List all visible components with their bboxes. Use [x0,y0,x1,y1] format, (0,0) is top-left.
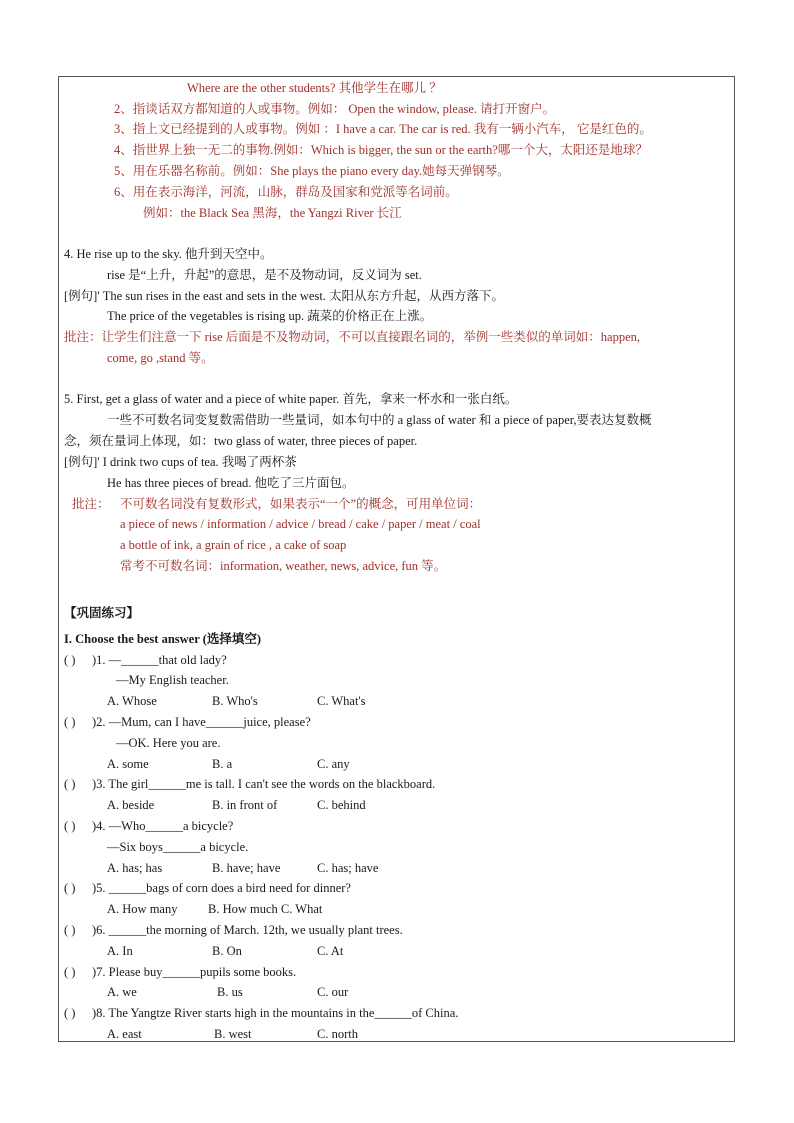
example-sentence: [例句]' I drink two cups of tea. 我喝了两杯茶 [64,455,297,469]
example-sentence: The price of the vegetables is rising up. 蔬菜的价格正在上涨。 [107,309,433,323]
option-c[interactable]: C. has; have [317,861,379,875]
option-c[interactable]: C. north [317,1027,358,1041]
option-c[interactable]: C. any [317,757,350,771]
option-b[interactable]: B. in front of [212,798,278,812]
teacher-note: 不可数名词没有复数形式，如果表示“一个”的概念，可用单位词： [120,497,482,511]
question-text: )4. —Who______a bicycle? [92,819,234,833]
answer-blank[interactable]: ( ) [64,777,76,791]
question-text: )8. The Yangtze River starts high in the mountains in the______of China. [92,1006,459,1020]
option-c[interactable]: C. our [317,985,349,999]
answer-blank[interactable]: ( ) [64,819,76,833]
example-sentence: He has three pieces of bread. 他吃了三片面包。 [107,476,355,490]
teacher-note: come, go ,stand 等。 [107,351,214,365]
teacher-note-label: 批注： [72,497,110,511]
teacher-note: a bottle of ink, a grain of rice , a cake of soap [120,538,347,552]
point-sentence: 4. He rise up to the sky. 他升到天空中。 [64,247,273,261]
option-b[interactable]: B. How much C. What [208,902,323,916]
option-a[interactable]: A. Whose [107,694,157,708]
question-text: —OK. Here you are. [116,736,221,750]
exercise-heading: 【巩固练习】 [64,606,140,620]
usage-item: 6、用在表示海洋，河流，山脉，群岛及国家和党派等名词前。 [114,185,458,199]
point-explanation: rise 是“上升，升起”的意思，是不及物动词，反义词为 set. [107,268,422,282]
option-a[interactable]: A. some [107,757,149,771]
example-text: Where are the other students? 其他学生在哪儿 ？ [187,81,442,95]
teacher-note: a piece of news / information / advice / bread / cake / paper / meat / coal [120,517,481,531]
teacher-note: 批注：让学生们注意一下 rise 后面是不及物动词，不可以直接跟名词的，举例一些类似的单词如：happen, [64,330,641,344]
option-b[interactable]: B. On [212,944,242,958]
question-text: )7. Please buy______pupils some books. [92,965,297,979]
option-a[interactable]: A. has; has [107,861,163,875]
question-text: —Six boys______a bicycle. [107,840,249,854]
point-explanation: 一些不可数名词变复数需借助一些量词，如本句中的 a glass of water 和 a piece of paper,要表达复数概 [107,413,652,427]
option-a[interactable]: A. we [107,985,137,999]
option-b[interactable]: B. a [212,757,233,771]
option-a[interactable]: A. In [107,944,133,958]
answer-blank[interactable]: ( ) [64,715,76,729]
option-b[interactable]: B. have; have [212,861,281,875]
usage-item: 2、指谈话双方都知道的人或事物。例如： Open the window, please. 请打开窗户。 [114,102,556,116]
answer-blank[interactable]: ( ) [64,881,76,895]
usage-item: 4、指世界上独一无二的事物.例如：Which is bigger, the sun or the earth?哪一个大，太阳还是地球？ [114,143,648,157]
option-b[interactable]: B. us [217,985,243,999]
answer-blank[interactable]: ( ) [64,923,76,937]
answer-blank[interactable]: ( ) [64,653,76,667]
point-explanation: 念，须在量词上体现，如：two glass of water, three pieces of paper. [64,434,418,448]
question-text: )3. The girl______me is tall. I can't see the words on the blackboard. [92,777,436,791]
teacher-note: 常考不可数名词：information, weather, news, advice, fun 等。 [120,559,447,573]
question-text: )6. ______the morning of March. 12th, we usually plant trees. [92,923,403,937]
example-text: 例如：the Black Sea 黑海，the Yangzi River 长江 [143,206,402,220]
example-sentence: [例句]' The sun rises in the east and sets in the west. 太阳从东方升起，从西方落下。 [64,289,505,303]
point-sentence: 5. First, get a glass of water and a piece of white paper. 首先，拿来一杯水和一张白纸。 [64,392,518,406]
option-c[interactable]: C. At [317,944,344,958]
question-text: )2. —Mum, can I have______juice, please? [92,715,311,729]
usage-item: 3、指上文已经提到的人或事物。例如 ：I have a car. The car is red. 我有一辆小汽车， 它是红色的。 [114,122,652,136]
question-text: )5. ______bags of corn does a bird need for dinner? [92,881,351,895]
usage-item: 5、用在乐器名称前。例如：She plays the piano every day.她每天弹钢琴。 [114,164,510,178]
option-b[interactable]: B. Who's [212,694,258,708]
exercise-section-title: I. Choose the best answer (选择填空) [64,632,261,646]
option-a[interactable]: A. How many [107,902,178,916]
question-text: —My English teacher. [116,673,229,687]
option-a[interactable]: A. east [107,1027,142,1041]
answer-blank[interactable]: ( ) [64,965,76,979]
question-text: )1. —______that old lady? [92,653,227,667]
option-c[interactable]: C. behind [317,798,366,812]
option-c[interactable]: C. What's [317,694,366,708]
option-a[interactable]: A. beside [107,798,155,812]
option-b[interactable]: B. west [214,1027,252,1041]
answer-blank[interactable]: ( ) [64,1006,76,1020]
